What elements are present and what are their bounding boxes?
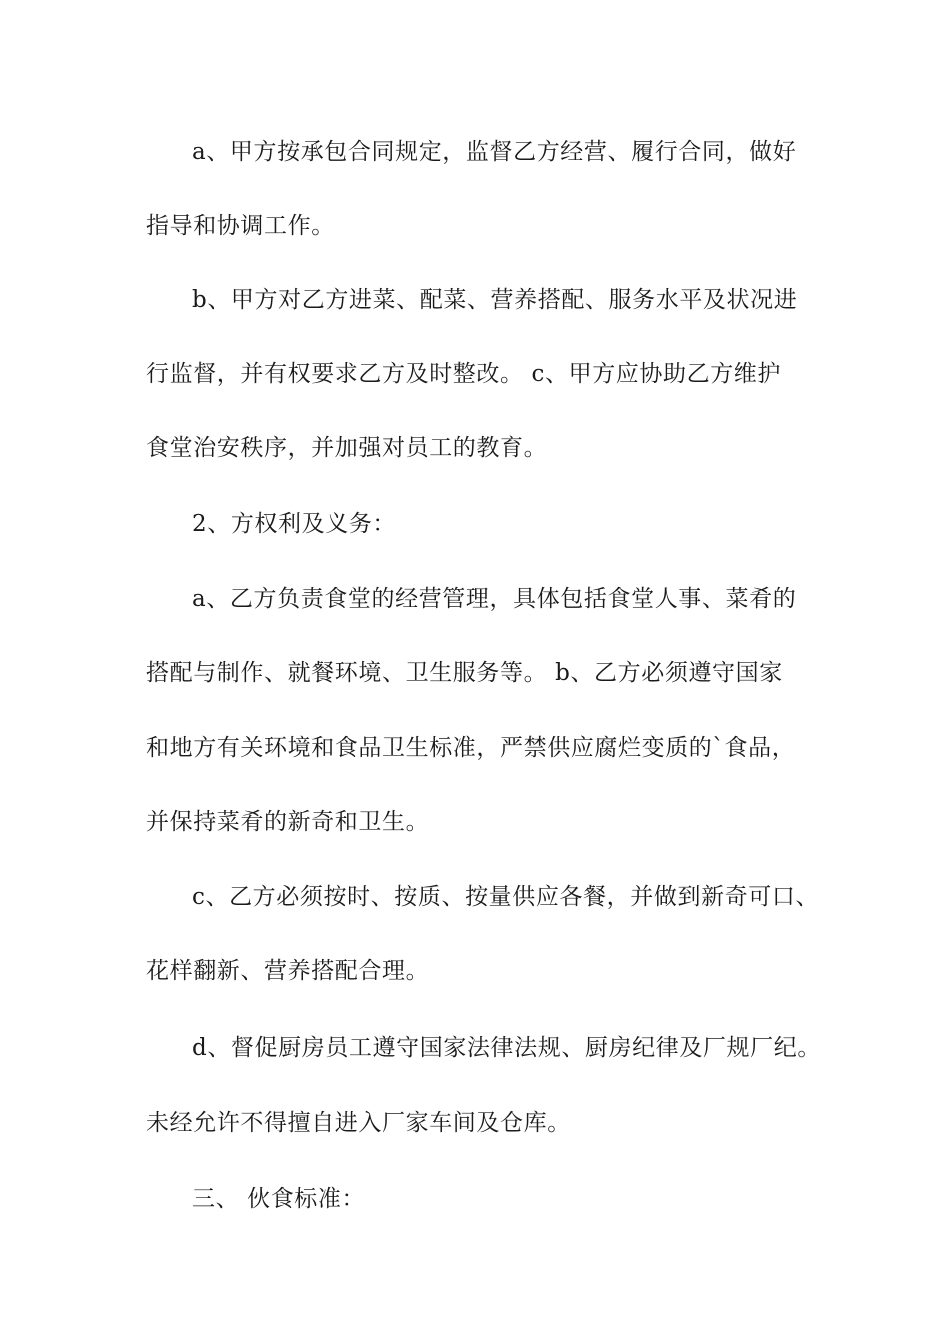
paragraph-line: 搭配与制作、就餐环境、卫生服务等。 b、乙方必须遵守国家 — [146, 660, 783, 686]
paragraph-line: a、甲方按承包合同规定，监督乙方经营、履行合同，做好 — [192, 139, 797, 165]
paragraph-line: 指导和协调工作。 — [146, 213, 335, 239]
paragraph-line: b、甲方对乙方进菜、配菜、营养搭配、服务水平及状况进 — [192, 287, 798, 313]
section-heading: 2、方权利及义务： — [192, 511, 397, 537]
paragraph-line: d、督促厨房员工遵守国家法律法规、厨房纪律及厂规厂纪。 — [192, 1035, 821, 1061]
section-heading: 三、 伙食标准： — [192, 1186, 366, 1212]
paragraph-line: a、乙方负责食堂的经营管理，具体包括食堂人事、菜肴的 — [192, 586, 797, 612]
paragraph-line: 食堂治安秩序，并加强对员工的教育。 — [146, 435, 548, 461]
paragraph-line: 行监督，并有权要求乙方及时整改。 c、甲方应协助乙方维护 — [146, 361, 781, 387]
paragraph-line: 未经允许不得擅自进入厂家车间及仓库。 — [146, 1110, 571, 1136]
paragraph-line: 并保持菜肴的新奇和卫生。 — [146, 809, 430, 835]
paragraph-line: 花样翻新、营养搭配合理。 — [146, 958, 430, 984]
paragraph-line: 和地方有关环境和食品卫生标准，严禁供应腐烂变质的`食品， — [146, 735, 796, 761]
paragraph-line: c、乙方必须按时、按质、按量供应各餐，并做到新奇可口、 — [192, 884, 820, 910]
